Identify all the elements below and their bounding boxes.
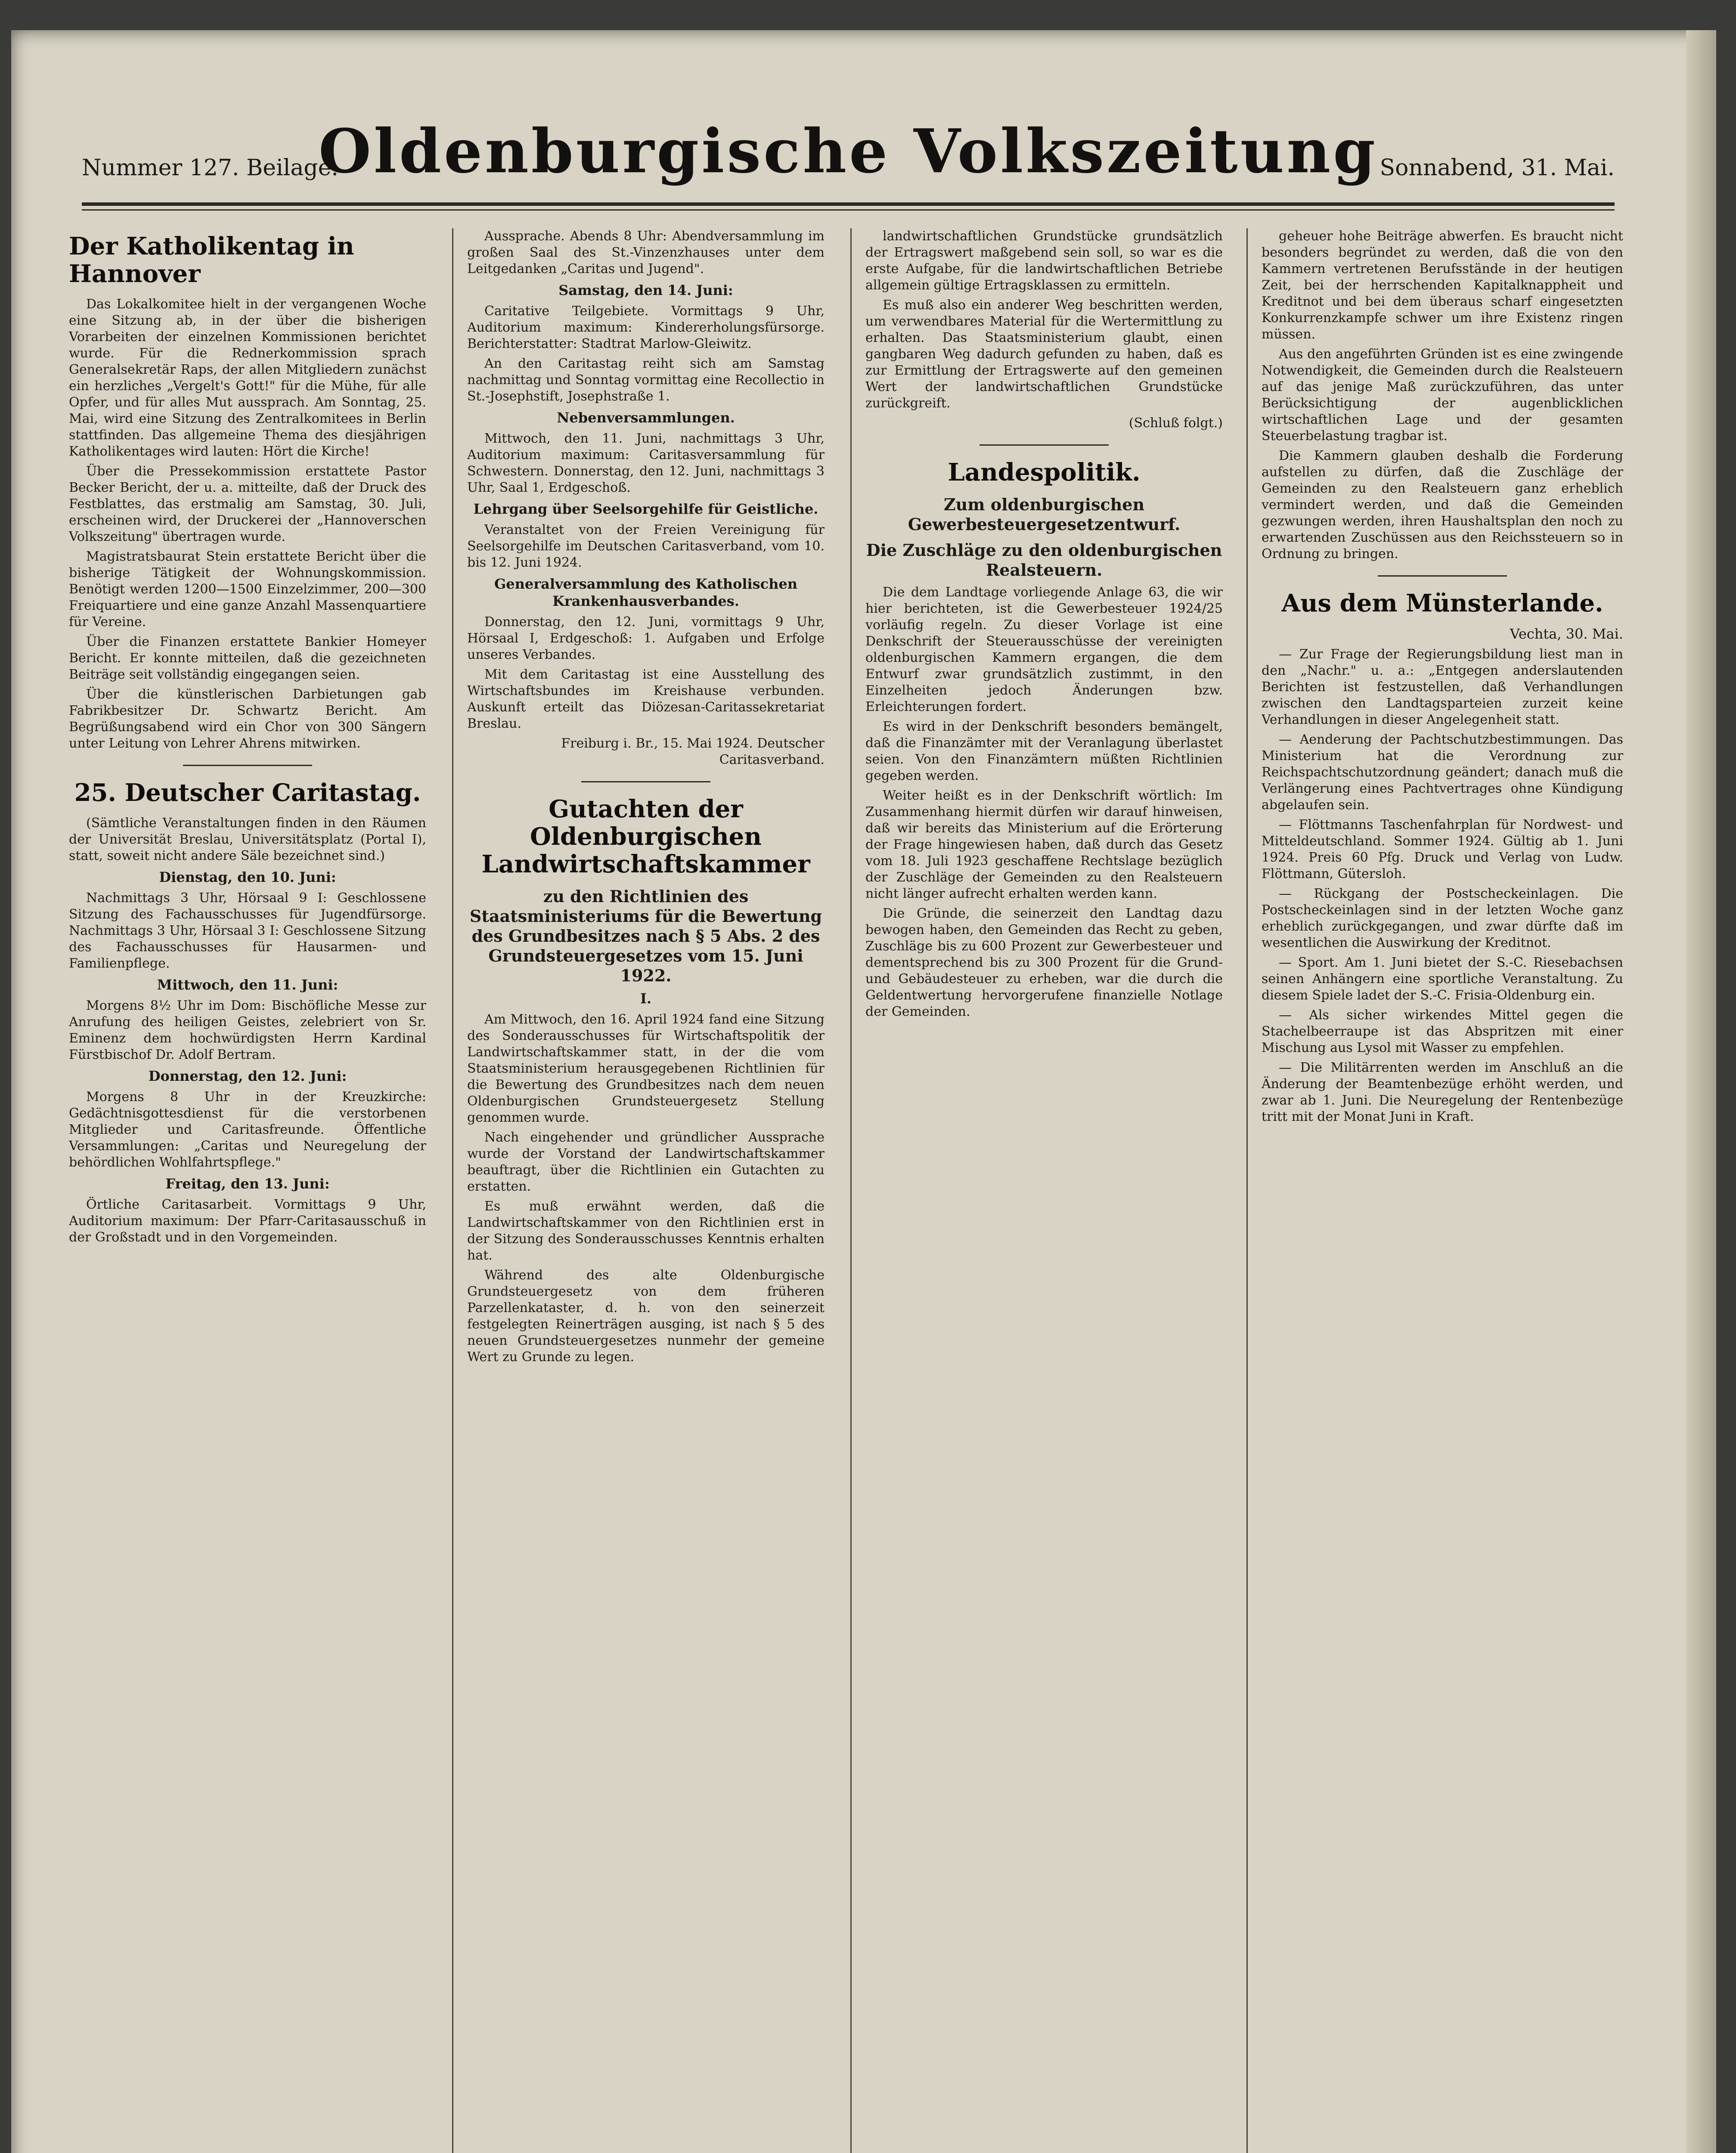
column-divider — [452, 228, 453, 2153]
column-divider — [850, 228, 852, 2153]
news-item: — Rückgang der Postscheckeinlagen. Die Postscheckeinlagen sind in der letzten Woche ganz erheblich zurückgegangen, und zwar dürfte daß im wesentlichen die Auswirkung der Kreditnot. — [1262, 886, 1623, 950]
article-paragraph: Über die Finanzen erstattete Bankier Homeyer Bericht. Er konnte mitteilen, daß die gezeichneten Beiträge seit vollständig eingegangen seien. — [69, 634, 426, 682]
article-headline: Aus dem Münsterlande. — [1281, 589, 1603, 617]
masthead-rule-thin — [82, 209, 1615, 211]
article-paragraph: Es muß also ein anderer Weg beschritten werden, um verwendbares Material für die Wertermittlung zu erhalten. Das Staatsministerium glaubt, einen gangbaren Weg dadurch gefunden zu haben, daß es zur Ermittlung der Ertragswerte auf den gemeinen Wert der landwirtschaftlichen Grundstücke zurückgreift. — [865, 298, 1223, 411]
section-subheading: Donnerstag, den 12. Juni: — [148, 1068, 347, 1084]
article-separator — [980, 444, 1109, 446]
issue-number: Nummer 127. Beilage. — [82, 155, 338, 181]
article-paragraph: Es muß erwähnt werden, daß die Landwirtschaftskammer von den Richtlinien erst in der Sitzung des Sonderausschusses Kenntnis erhalten hat. — [467, 1199, 825, 1263]
article-paragraph: Das Lokalkomitee hielt in der vergangenen Woche eine Sitzung ab, in der über die bisherigen Vorarbeiten der einzelnen Kommissionen berichtet wurde. Für die Rednerkommission sprach Generalsekretär Raps, der allen Mitgliedern zunächst ein herzliches „Vergelt's Gott!" für die Mühe, für alle Opfer, und für alles Mut aussprach. Am Sonntag, 25. Mai, wird eine Sitzung des Zentralkomitees in Berlin stattfinden. Das allgemeine Thema des diesjährigen Katholikentages wird lauten: Hört die Kirche! — [69, 297, 426, 459]
article-paragraph: Es wird in der Denkschrift besonders bemängelt, daß die Finanzämter mit der Veranlagung überlastet seien. Von den Finanzämtern müßten Richtlinien gegeben werden. — [865, 719, 1223, 783]
section-subheading: Freitag, den 13. Juni: — [165, 1176, 330, 1192]
article-paragraph: Am Mittwoch, den 16. April 1924 fand eine Sitzung des Sonderausschusses für Wirtschaftspolitik der Landwirtschaftskammer statt, in der die vom Staatsministerium herausgegebenen Richtlinien für die Bewertung des Grundbesitzes nach dem neuen Oldenburgischen Grundsteuergesetz Stellung genommen wurde. — [467, 1012, 825, 1125]
masthead-rule — [82, 202, 1615, 206]
page-edge — [1686, 30, 1716, 2153]
article-paragraph: Magistratsbaurat Stein erstattete Bericht über die bisherige Tätigkeit der Wohnungskommission. Benötigt werden 1200—1500 Einzelzimmer, 200—300 Freiquartiere und eine ganze Anzahl Massenquartiere für Vereine. — [69, 549, 426, 630]
article-paragraph: Die Gründe, die seinerzeit den Landtag dazu bewogen haben, den Gemeinden das Recht zu geben, Zuschläge bis zu 600 Prozent zur Gewerbesteuer und dementsprechend bis zu 300 Prozent für die Grund- und Gebäudesteuer zu erheben, war die durch die Geldentwertung hervorgerufene finanzielle Notlage der Gemeinden. — [865, 906, 1223, 1019]
article-subheadline: Zum oldenburgischen Gewerbesteuergesetzentwurf. — [908, 495, 1181, 534]
article-paragraph: Über die Pressekommission erstattete Pastor Becker Bericht, der u. a. mitteilte, daß der Druck des Festblattes, das erstmalig am Samstag, 30. Juli, erscheinen wird, der Druckerei der „Hannoverschen Volkszeitung" übertragen wurde. — [69, 464, 426, 544]
article-separator — [1378, 575, 1507, 577]
section-subheading: Generalversammlung des Katholischen Krankenhausverbandes. — [494, 576, 798, 609]
article-paragraph: An den Caritastag reiht sich am Samstag nachmittag und Sonntag vormittag eine Recollectio in St.-Josephstift, Josephstraße 1. — [467, 356, 825, 404]
article-headline: Gutachten der Oldenburgischen Landwirtschaftskammer — [481, 795, 810, 878]
article-paragraph: Aus den angeführten Gründen ist es eine zwingende Notwendigkeit, die Gemeinden durch die Realsteuern auf das jenige Maß zurückzuführen, das unter Berücksichtigung der augenblicklichen wirtschaftlichen Lage und der gesamten Steuerbelastung tragbar ist. — [1262, 347, 1623, 444]
section-subheading: Lehrgang über Seelsorgehilfe für Geistliche. — [473, 501, 818, 517]
article-paragraph: (Sämtliche Veranstaltungen finden in den Räumen der Universität Breslau, Universitätsplatz (Portal I), statt, soweit nicht andere Säle bezeichnet sind.) — [69, 816, 426, 863]
article-paragraph: Nach eingehender und gründlicher Aussprache wurde der Vorstand der Landwirtschaftskammer beauftragt, über die Richtlinien ein Gutachten zu erstatten. — [467, 1130, 825, 1194]
dateline: Vechta, 30. Mai. — [1510, 626, 1623, 642]
article-paragraph: Mit dem Caritastag ist eine Ausstellung des Wirtschaftsbundes im Kreishause verbunden. Auskunft erteilt das Diözesan-Caritassekretariat Breslau. — [467, 667, 825, 731]
news-item: — Aenderung der Pachtschutzbestimmungen. Das Ministerium hat die Verordnung zur Reichspachtschutzordnung geändert; danach muß die Verlängerung eines Pachtvertrages ohne Kündigung abgelaufen sein. — [1262, 732, 1623, 813]
article-signature: (Schluß folgt.) — [1128, 416, 1223, 431]
column-2 — [467, 228, 825, 2153]
news-item: — Zur Frage der Regierungsbildung liest man in den „Nachr." u. a.: „Entgegen anderslautenden Berichten ist festzustellen, daß Verhandlungen zwischen den Landtagsparteien zurzeit keine Verhandlungen in dieser Angelegenheit statt. — [1262, 647, 1623, 727]
masthead — [82, 108, 1615, 198]
news-item: — Flöttmanns Taschenfahrplan für Nordwest- und Mitteldeutschland. Sommer 1924. Gültig ab 1. Juni 1924. Preis 60 Pfg. Druck und Verlag von Ludw. Flöttmann, Gütersloh. — [1262, 817, 1623, 881]
article-paragraph: Örtliche Caritasarbeit. Vormittags 9 Uhr, Auditorium maximum: Der Pfarr-Caritasausschuß in der Großstadt und in den Vorgemeinden. — [69, 1197, 426, 1245]
news-item: — Sport. Am 1. Juni bietet der S.-C. Riesebachsen seinen Anhängern eine sportliche Veranstaltung. Zu diesem Spiele ladet der S.-C. Frisia-Oldenburg ein. — [1262, 955, 1623, 1003]
article-subheadline: Die Zuschläge zu den oldenburgischen Realsteuern. — [866, 540, 1222, 580]
article-paragraph: Nachmittags 3 Uhr, Hörsaal 9 I: Geschlossene Sitzung des Fachausschusses für Jugendfürsorge. Nachmittags 3 Uhr, Hörsaal 3 I: Geschlossene Sitzung des Fachausschusses für Hausarmen- und Familienpflege. — [69, 890, 426, 971]
news-item: — Die Militärrenten werden im Anschluß an die Änderung der Beamtenbezüge erhöht werden, und zwar ab 1. Juni. Die Neuregelung der Rentenbezüge tritt mit der Monat Juni in Kraft. — [1262, 1060, 1623, 1124]
article-paragraph: Während des alte Oldenburgische Grundsteuergesetz von dem früheren Parzellenkataster, d. h. von den seinerzeit festgelegten Reinerträgen ausging, ist nach § 5 des neuen Grundsteuergesetzes nunmehr der gemeine Wert zu Grunde zu legen. — [467, 1268, 825, 1365]
article-headline: Der Katholikentag in Hannover — [69, 232, 354, 288]
article-signature: Freiburg i. Br., 15. Mai 1924. Deutscher Caritasverband. — [561, 736, 825, 767]
article-paragraph: Morgens 8½ Uhr im Dom: Bischöfliche Messe zur Anrufung des heiligen Geistes, zelebriert von Sr. Eminenz dem hochwürdigsten Herrn Kardinal Fürstbischof Dr. Adolf Bertram. — [69, 998, 426, 1062]
section-subheading: Nebenversammlungen. — [557, 410, 735, 426]
article-headline: Landespolitik. — [948, 458, 1141, 487]
article-paragraph: Mittwoch, den 11. Juni, nachmittags 3 Uhr, Auditorium maximum: Caritasversammlung für Schwestern. Donnerstag, den 12. Juni, nachmittags 3 Uhr, Saal 1, Erdgeschoß. — [467, 431, 825, 495]
article-paragraph: Die dem Landtage vorliegende Anlage 63, die wir hier berichteten, ist die Gewerbesteuer 1924/25 vorläufig regeln. Zu dieser Vorlage ist eine Denkschrift der Steuerausschüsse der vereinigten oldenburgischen Kammern ergangen, die dem Entwurf zwar grundsätzlich zustimmt, in den Einzelheiten jedoch Änderungen bzw. Erleichterungen fordert. — [865, 585, 1223, 714]
article-subheadline: zu den Richtlinien des Staatsministeriums für die Bewertung des Grundbesitzes nach § 5 Abs. 2 des Grundsteuergesetzes vom 15. Juni 1922. — [469, 887, 822, 985]
article-paragraph: Donnerstag, den 12. Juni, vormittags 9 Uhr, Hörsaal I, Erdgeschoß: 1. Aufgaben und Erfolge unseres Verbandes. — [467, 614, 825, 662]
article-paragraph: Die Kammern glauben deshalb die Forderung aufstellen zu dürfen, daß die Zuschläge der Gemeinden zu den Realsteuern ganz erheblich vermindert werden, und daß die Gemeinden gezwungen werden, ihren Haushaltsplan den noch zu erwartenden Zuschüssen aus den Reichssteuern so in Ordnung zu bringen. — [1262, 448, 1623, 562]
column-divider — [1246, 228, 1248, 2153]
article-paragraph: Aussprache. Abends 8 Uhr: Abendversammlung im großen Saal des St.-Vinzenzhauses unter dem Leitgedanken „Caritas und Jugend". — [467, 229, 825, 276]
article-paragraph: Caritative Teilgebiete. Vormittags 9 Uhr, Auditorium maximum: Kindererholungsfürsorge. Berichterstatter: Stadtrat Marlow-Gleiwitz. — [467, 304, 825, 351]
section-number: I. — [640, 990, 652, 1007]
column-1 — [69, 228, 426, 2153]
article-paragraph: Veranstaltet von der Freien Vereinigung für Seelsorgehilfe im Deutschen Caritasverband, vom 10. bis 12. Juni 1924. — [467, 522, 825, 570]
section-subheading: Mittwoch, den 11. Juni: — [157, 977, 338, 993]
issue-date: Sonnabend, 31. Mai. — [1380, 155, 1615, 181]
article-paragraph: Morgens 8 Uhr in der Kreuzkirche: Gedächtnisgottesdienst für die verstorbenen Mitglieder und Caritasfreunde. Öffentliche Versammlungen: „Caritas und Neuregelung der behördlichen Wohlfahrtspflege." — [69, 1089, 426, 1170]
column-3 — [865, 228, 1223, 2153]
section-subheading: Dienstag, den 10. Juni: — [159, 869, 336, 885]
article-paragraph: Weiter heißt es in der Denkschrift wörtlich: Im Zusammenhang hiermit dürfen wir darauf hinweisen, daß wir bereits das Ministerium auf die Erörterung der Frage hingewiesen haben, daß durch das Gesetz vom 18. Juli 1923 geschaffene Rechtslage bezüglich der Zuschläge der Gemeinden zu den Realsteuern nicht länger aufrecht erhalten werden kann. — [865, 788, 1223, 901]
column-4 — [1262, 228, 1623, 2153]
article-separator — [183, 765, 312, 766]
article-paragraph: landwirtschaftlichen Grundstücke grundsätzlich der Ertragswert maßgebend sein soll, so war es die erste Aufgabe, für die landwirtschaftlichen Betriebe allgemein gültige Ertragsklassen zu ermitteln. — [865, 229, 1223, 293]
article-paragraph: geheuer hohe Beiträge abwerfen. Es braucht nicht besonders begründet zu werden, daß die von den Kammern vertretenen Berufsstände in der heutigen Zeit, bei der herrschenden Kapitalknappheit und Kreditnot und bei dem überaus scharf eingesetzten Konkurrenzkampfe schwer um ihre Existenz ringen müssen. — [1262, 229, 1623, 342]
article-headline: 25. Deutscher Caritastag. — [74, 779, 421, 807]
newspaper-title: Oldenburgische Volkszeitung — [318, 116, 1378, 187]
article-separator — [581, 781, 710, 782]
section-subheading: Samstag, den 14. Juni: — [558, 282, 733, 298]
news-item: — Als sicher wirkendes Mittel gegen die Stachelbeerraupe ist das Abspritzen mit einer Mischung aus Lysol mit Wasser zu empfehlen. — [1262, 1008, 1623, 1055]
article-paragraph: Über die künstlerischen Darbietungen gab Fabrikbesitzer Dr. Schwartz Bericht. Am Begrüßungsabend wird ein Chor von 300 Sängern unter Leitung von Lehrer Ahrens mitwirken. — [69, 687, 426, 751]
